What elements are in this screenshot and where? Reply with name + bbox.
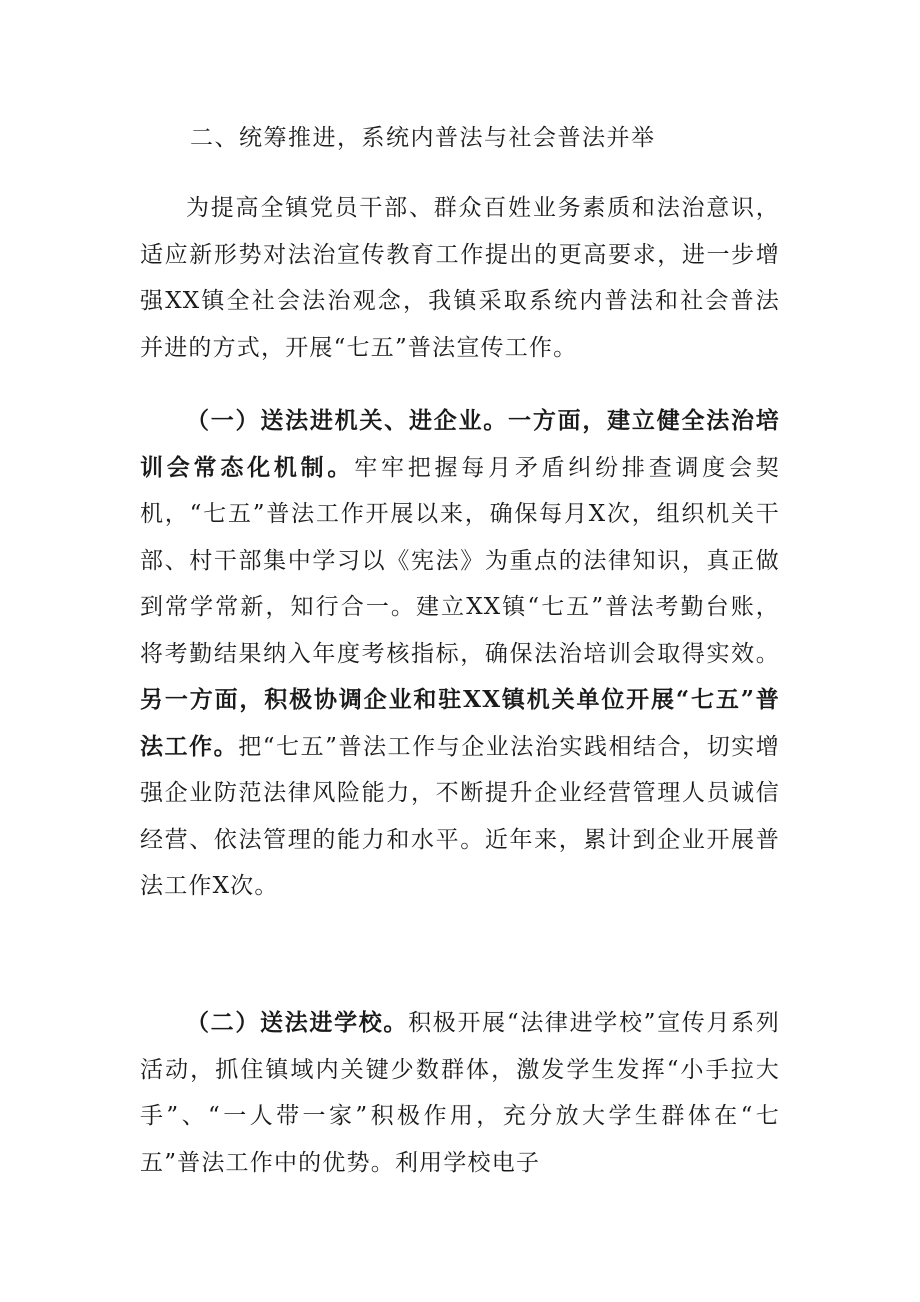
paragraph-intro: 为提高全镇党员干部、群众百姓业务素质和法治意识，适应新形势对法治宣传教育工作提出的更高要求，进一步增强XX镇全社会法治观念，我镇采取系统内普法和社会普法并进的方式，开展“七五”普法宣传工作。	[140, 195, 780, 361]
paragraph-agencies-enterprises	[140, 398, 780, 910]
paragraph-text: 把“七五”普法工作与企业法治实践相结合，切实增强企业防范法律风险能力，不断提升企业经营管理人员诚信经营、依法管理的能力和水平。近年来，累计到企业开展普法工作X次。	[140, 733, 780, 899]
paragraph-schools	[140, 1000, 780, 1186]
subheading-schools: （二）送法进学校。	[186, 1009, 409, 1036]
paragraph-text: 牢牢把握每月矛盾纠纷排查调度会契机，“七五”普法工作开展以来，确保每月X次，组织机关干部、村干部集中学习以《宪法》为重点的法律知识，真正做到常学常新，知行合一。建立XX镇“七五”普法考勤台账，将考勤结果纳入年度考核指标，确保法治培训会取得实效。	[140, 454, 780, 667]
section-heading: 二、统筹推进，系统内普法与社会普法并举	[190, 125, 656, 151]
subheading-other-hand: 另一方面，积极协调企业和驻XX镇机关单位开展“七五”普法工作。	[140, 686, 780, 760]
subheading-agencies-enterprises: （一）送法进机关、进企业。一方面，建立健全法治培训会常态化机制。	[140, 407, 780, 481]
paragraph-text: 积极开展“法律进学校”宣传月系列活动，抓住镇域内关键少数群体，激发学生发挥“小手拉大手”、“一人带一家”积极作用，充分放大学生群体在“七五”普法工作中的优势。利用学校电子	[140, 1010, 780, 1176]
